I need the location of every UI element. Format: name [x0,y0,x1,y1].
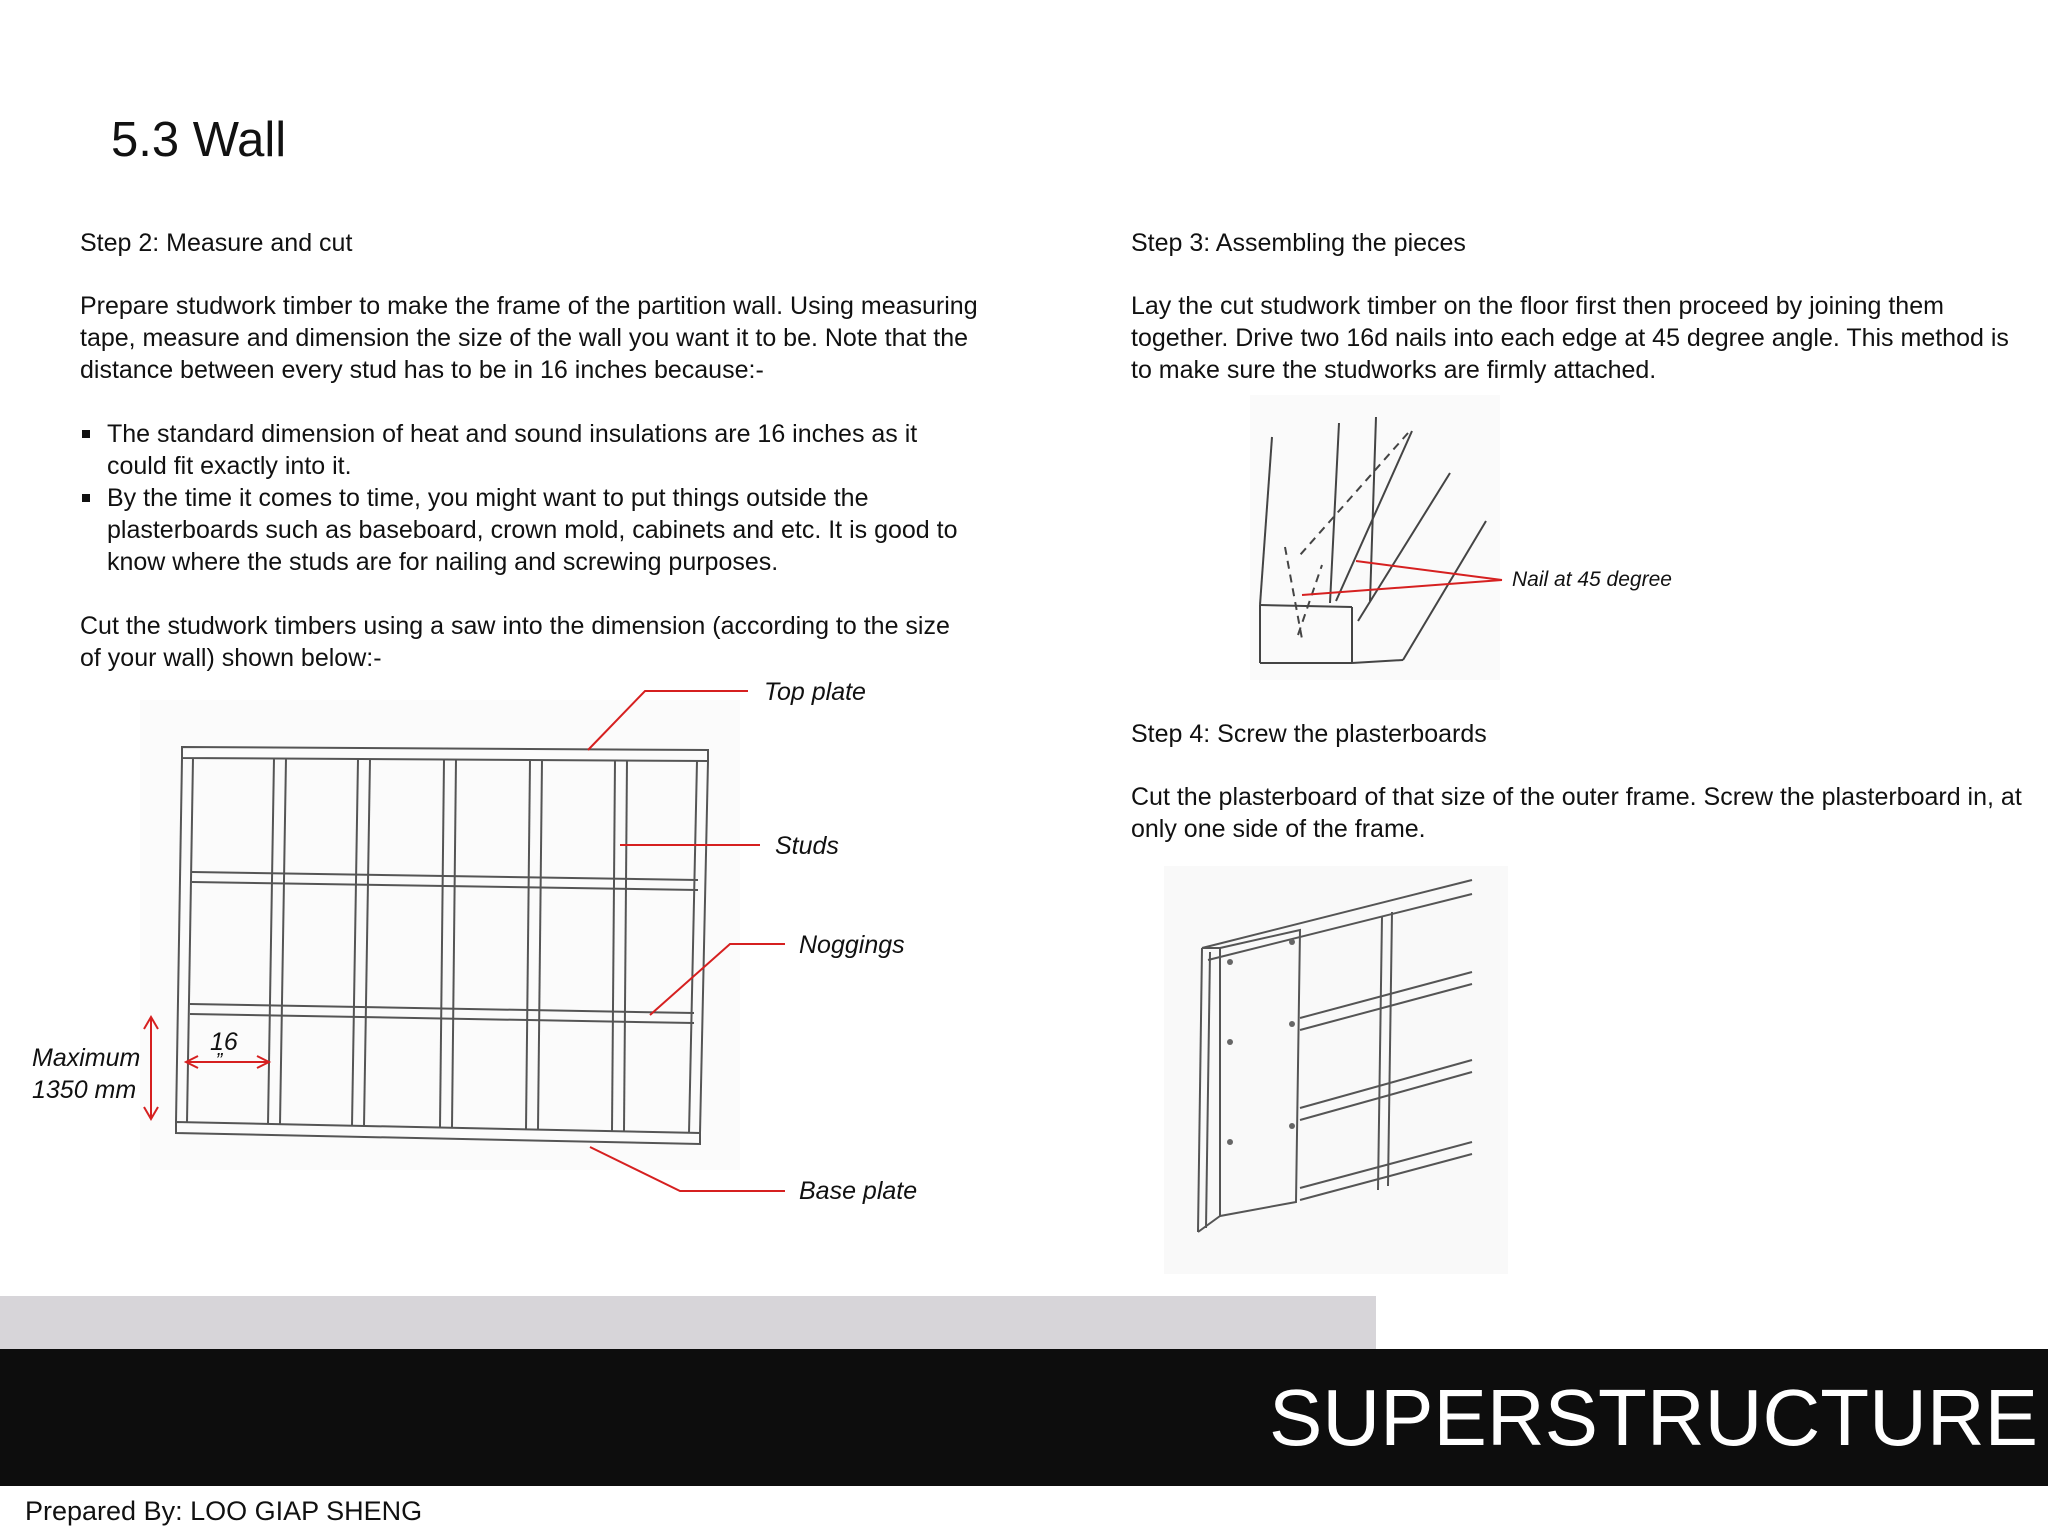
stud-spacing-label [210,1028,238,1072]
height-value: 1350 mm [32,1076,137,1104]
step3-title: Step 3: Assembling the pieces [1131,229,1466,257]
footer-grey-bar [0,1296,1376,1349]
maximum-text: Maximum [32,1044,141,1072]
spacing-unit: ” [215,1050,223,1072]
step4-column [1131,718,2031,845]
step3-text: Lay the cut studwork timber on the floor first then proceed by joining them together. Drive two 16d nails into each edge at 45 degree angle. This method is to make sure the studworks are firmly attached. [1131,292,2009,384]
base-plate-label: Base plate [799,1177,918,1205]
step2-outro: Cut the studwork timbers using a saw into the dimension (according to the size of your wall) shown below:- [80,612,950,672]
nail-label: Nail at 45 degree [1512,568,1672,591]
step4-text: Cut the plasterboard of that size of the outer frame. Screw the plasterboard in, at only one side of the frame. [1131,783,2022,843]
spacing-value: 16 [210,1028,238,1056]
step2-intro: Prepare studwork timber to make the frame of the partition wall. Using measuring tape, measure and dimension the size of the wall you want it to be. Note that the distance between every stud has to be in 16 inches because:- [80,292,978,384]
step2-bullets [80,418,980,578]
max-height-label [32,1042,140,1106]
plasterboard-diagram [1160,860,1520,1280]
prepared-by: Prepared By: LOO GIAP SHENG [25,1496,423,1526]
top-plate-label: Top plate [764,678,866,706]
footer-title: SUPERSTRUCTURE [1269,1373,2038,1462]
page-title: 5.3 Wall [111,113,287,167]
nail-angle-diagram [1240,395,1530,685]
step4-title: Step 4: Screw the plasterboards [1131,720,1487,748]
studs-label: Studs [775,832,839,860]
noggings-label: Noggings [799,931,905,959]
list-item: The standard dimension of heat and sound insulations are 16 inches as it could fit exactly into it. [80,418,980,482]
step3-column [1131,227,2031,386]
list-item: By the time it comes to time, you might want to put things outside the plasterboards such as baseboard, crown mold, cabinets and etc. It is good to know where the studs are for nailing and screwing purposes. [80,482,980,578]
step2-title: Step 2: Measure and cut [80,229,353,257]
step2-column [80,227,980,674]
